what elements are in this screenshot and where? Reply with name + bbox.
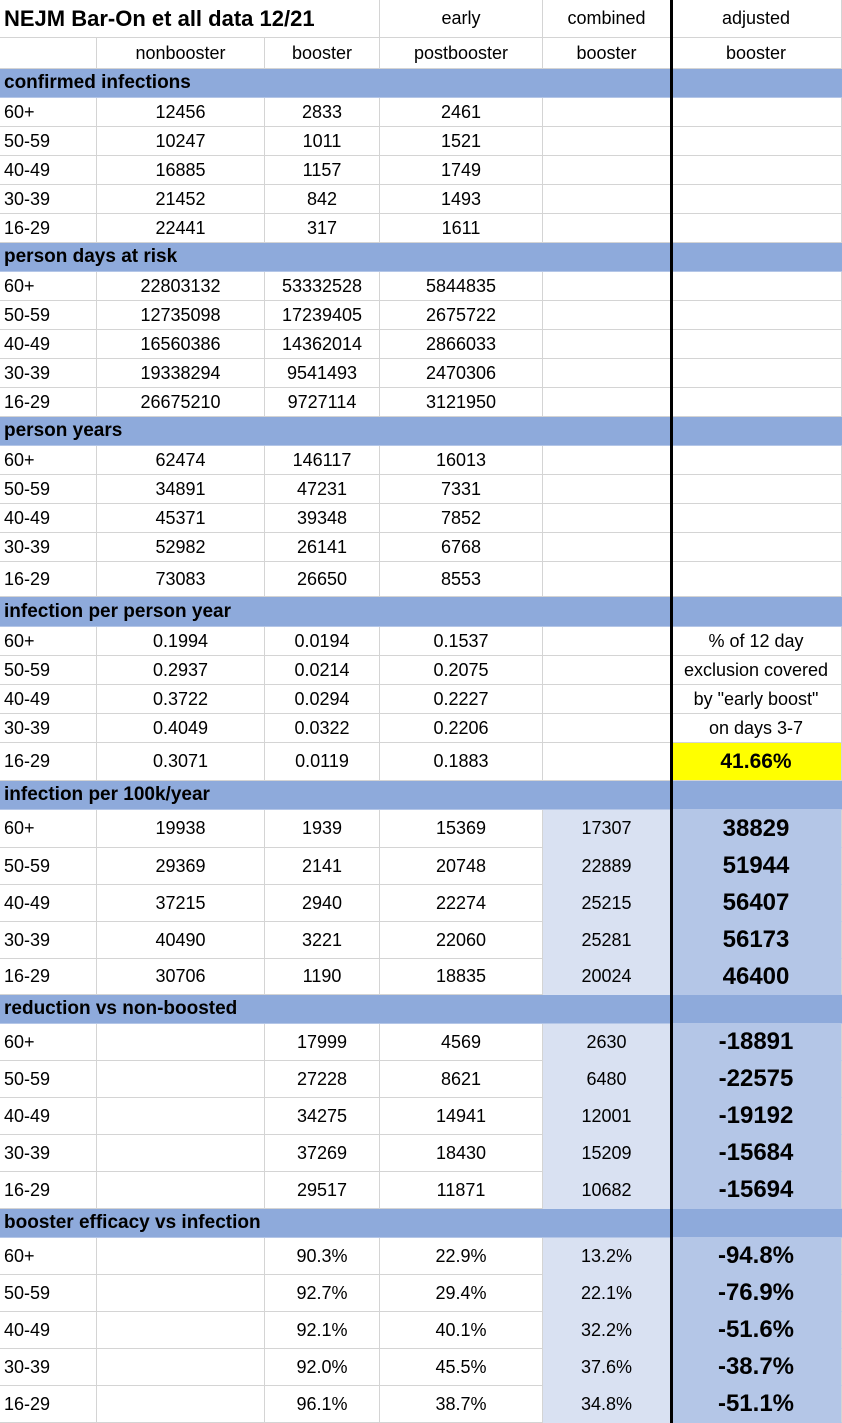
value-cell[interactable]: 842 [265, 185, 380, 214]
age-group-cell[interactable]: 16-29 [0, 743, 97, 781]
table-row [0, 301, 842, 330]
value-cell[interactable]: 0.0194 [265, 627, 380, 656]
value-cell[interactable]: 51944 [671, 848, 842, 885]
value-cell[interactable]: 22441 [97, 214, 265, 243]
value-cell[interactable]: 26141 [265, 533, 380, 562]
value-cell[interactable] [543, 627, 671, 656]
section-title[interactable]: infection per person year [0, 597, 671, 627]
value-cell[interactable] [671, 446, 842, 475]
value-cell[interactable] [671, 330, 842, 359]
value-cell[interactable] [543, 685, 671, 714]
value-cell[interactable]: 27228 [265, 1061, 380, 1098]
value-cell[interactable]: 22.9% [380, 1238, 543, 1275]
value-cell[interactable]: 12456 [97, 98, 265, 127]
value-cell[interactable]: 1011 [265, 127, 380, 156]
value-cell[interactable]: 37269 [265, 1135, 380, 1172]
value-cell[interactable]: 22274 [380, 885, 543, 922]
header-bottom-5[interactable]: booster [671, 38, 842, 69]
age-group-cell[interactable]: 40-49 [0, 504, 97, 533]
section-header-row [0, 781, 842, 810]
value-cell[interactable] [543, 562, 671, 597]
age-group-cell[interactable]: 50-59 [0, 127, 97, 156]
value-cell[interactable]: 2833 [265, 98, 380, 127]
table-row [0, 959, 842, 995]
value-cell[interactable]: exclusion covered [671, 656, 842, 685]
value-cell[interactable]: 5844835 [380, 272, 543, 301]
section-title[interactable]: booster efficacy vs infection [0, 1209, 671, 1238]
table-row [0, 1349, 842, 1386]
value-cell[interactable] [97, 1238, 265, 1275]
section-header-row [0, 995, 842, 1024]
value-cell[interactable]: 1521 [380, 127, 543, 156]
value-cell[interactable]: 1157 [265, 156, 380, 185]
table-row [0, 504, 842, 533]
value-cell[interactable] [543, 156, 671, 185]
value-cell[interactable]: 2630 [543, 1024, 671, 1061]
value-cell[interactable]: 1493 [380, 185, 543, 214]
value-cell[interactable]: 7331 [380, 475, 543, 504]
table-row [0, 848, 842, 885]
value-cell[interactable]: 96.1% [265, 1386, 380, 1423]
value-cell[interactable]: -22575 [671, 1061, 842, 1098]
value-cell[interactable]: 45.5% [380, 1349, 543, 1386]
section-header-adjusted[interactable] [671, 781, 842, 810]
header-bottom-1[interactable]: nonbooster [97, 38, 265, 69]
value-cell[interactable] [543, 98, 671, 127]
table-row [0, 156, 842, 185]
value-cell[interactable] [543, 214, 671, 243]
value-cell[interactable]: 0.2937 [97, 656, 265, 685]
value-cell[interactable]: 22803132 [97, 272, 265, 301]
value-cell[interactable]: % of 12 day [671, 627, 842, 656]
value-cell[interactable]: 7852 [380, 504, 543, 533]
value-cell[interactable]: 41.66% [671, 743, 842, 781]
section-title[interactable]: infection per 100k/year [0, 781, 671, 810]
value-cell[interactable] [97, 1312, 265, 1349]
value-cell[interactable]: -18891 [671, 1024, 842, 1061]
value-cell[interactable] [97, 1098, 265, 1135]
value-cell[interactable]: 92.7% [265, 1275, 380, 1312]
value-cell[interactable]: -15694 [671, 1172, 842, 1209]
table-row [0, 1275, 842, 1312]
value-cell[interactable]: 0.4049 [97, 714, 265, 743]
value-cell[interactable]: 22.1% [543, 1275, 671, 1312]
value-cell[interactable]: 0.2227 [380, 685, 543, 714]
section-header-adjusted[interactable] [671, 69, 842, 98]
value-cell[interactable]: 32.2% [543, 1312, 671, 1349]
value-cell[interactable]: 25215 [543, 885, 671, 922]
value-cell[interactable] [671, 504, 842, 533]
section-title[interactable]: person years [0, 417, 671, 446]
value-cell[interactable]: 2675722 [380, 301, 543, 330]
value-cell[interactable]: 4569 [380, 1024, 543, 1061]
age-group-cell[interactable]: 50-59 [0, 1275, 97, 1312]
value-cell[interactable] [671, 388, 842, 417]
age-group-cell[interactable]: 60+ [0, 627, 97, 656]
value-cell[interactable]: 13.2% [543, 1238, 671, 1275]
value-cell[interactable]: 30706 [97, 959, 265, 995]
age-group-cell[interactable]: 50-59 [0, 848, 97, 885]
value-cell[interactable]: 25281 [543, 922, 671, 959]
section-header-adjusted[interactable] [671, 417, 842, 446]
value-cell[interactable]: -51.1% [671, 1386, 842, 1423]
table-row [0, 446, 842, 475]
value-cell[interactable]: 12735098 [97, 301, 265, 330]
header-row-bottom [0, 38, 842, 69]
age-group-cell[interactable]: 50-59 [0, 1061, 97, 1098]
table-row [0, 214, 842, 243]
value-cell[interactable] [543, 301, 671, 330]
age-group-cell[interactable]: 16-29 [0, 388, 97, 417]
value-cell[interactable] [97, 1386, 265, 1423]
table-row [0, 743, 842, 781]
value-cell[interactable] [671, 156, 842, 185]
value-cell[interactable]: 47231 [265, 475, 380, 504]
value-cell[interactable]: 34891 [97, 475, 265, 504]
value-cell[interactable]: 37215 [97, 885, 265, 922]
value-cell[interactable]: 1611 [380, 214, 543, 243]
age-group-cell[interactable]: 50-59 [0, 301, 97, 330]
value-cell[interactable]: 2940 [265, 885, 380, 922]
value-cell[interactable]: 56407 [671, 885, 842, 922]
header-bottom-0[interactable] [0, 38, 97, 69]
age-group-cell[interactable]: 30-39 [0, 1349, 97, 1386]
value-cell[interactable]: 1749 [380, 156, 543, 185]
age-group-cell[interactable]: 30-39 [0, 1135, 97, 1172]
value-cell[interactable] [671, 214, 842, 243]
value-cell[interactable] [543, 475, 671, 504]
value-cell[interactable]: 0.3722 [97, 685, 265, 714]
value-cell[interactable] [543, 743, 671, 781]
table-row [0, 533, 842, 562]
value-cell[interactable]: 0.0294 [265, 685, 380, 714]
age-group-cell[interactable]: 60+ [0, 98, 97, 127]
sheet-title[interactable]: NEJM Bar-On et all data 12/21 [0, 0, 265, 38]
value-cell[interactable]: 0.2075 [380, 656, 543, 685]
age-group-cell[interactable]: 40-49 [0, 1312, 97, 1349]
table-row [0, 1135, 842, 1172]
value-cell[interactable] [97, 1275, 265, 1312]
value-cell[interactable]: 22889 [543, 848, 671, 885]
table-row [0, 127, 842, 156]
age-group-cell[interactable]: 30-39 [0, 359, 97, 388]
value-cell[interactable] [543, 127, 671, 156]
value-cell[interactable] [543, 714, 671, 743]
value-cell[interactable] [543, 656, 671, 685]
table-row [0, 1238, 842, 1275]
value-cell[interactable]: 0.1883 [380, 743, 543, 781]
value-cell[interactable]: 18835 [380, 959, 543, 995]
table-row [0, 562, 842, 597]
value-cell[interactable] [671, 185, 842, 214]
value-cell[interactable]: 0.0322 [265, 714, 380, 743]
value-cell[interactable] [671, 127, 842, 156]
value-cell[interactable]: 9727114 [265, 388, 380, 417]
value-cell[interactable]: 17239405 [265, 301, 380, 330]
table-row [0, 359, 842, 388]
table-row [0, 185, 842, 214]
section-header-row [0, 243, 842, 272]
column-divider [670, 0, 673, 1423]
value-cell[interactable]: 1190 [265, 959, 380, 995]
value-cell[interactable]: 6480 [543, 1061, 671, 1098]
value-cell[interactable]: 62474 [97, 446, 265, 475]
value-cell[interactable]: -38.7% [671, 1349, 842, 1386]
value-cell[interactable]: 0.0119 [265, 743, 380, 781]
value-cell[interactable]: 90.3% [265, 1238, 380, 1275]
value-cell[interactable]: 8553 [380, 562, 543, 597]
value-cell[interactable]: 29369 [97, 848, 265, 885]
table-row [0, 1098, 842, 1135]
age-group-cell[interactable]: 16-29 [0, 1386, 97, 1423]
header-top-3[interactable]: early [380, 0, 543, 38]
table-row [0, 272, 842, 301]
value-cell[interactable] [543, 330, 671, 359]
value-cell[interactable]: 56173 [671, 922, 842, 959]
age-group-cell[interactable]: 30-39 [0, 185, 97, 214]
value-cell[interactable]: 2866033 [380, 330, 543, 359]
value-cell[interactable]: 15369 [380, 810, 543, 848]
value-cell[interactable] [543, 359, 671, 388]
header-bottom-2[interactable]: booster [265, 38, 380, 69]
value-cell[interactable] [671, 533, 842, 562]
value-cell[interactable]: 0.1994 [97, 627, 265, 656]
value-cell[interactable]: 16013 [380, 446, 543, 475]
age-group-cell[interactable]: 16-29 [0, 562, 97, 597]
section-header-row [0, 417, 842, 446]
value-cell[interactable]: 317 [265, 214, 380, 243]
value-cell[interactable]: -15684 [671, 1135, 842, 1172]
value-cell[interactable]: 73083 [97, 562, 265, 597]
value-cell[interactable]: 16885 [97, 156, 265, 185]
age-group-cell[interactable]: 40-49 [0, 885, 97, 922]
value-cell[interactable] [543, 388, 671, 417]
value-cell[interactable]: 3221 [265, 922, 380, 959]
value-cell[interactable]: 52982 [97, 533, 265, 562]
value-cell[interactable]: 8621 [380, 1061, 543, 1098]
value-cell[interactable]: 15209 [543, 1135, 671, 1172]
value-cell[interactable]: 26675210 [97, 388, 265, 417]
table-row [0, 1386, 842, 1423]
value-cell[interactable] [543, 533, 671, 562]
value-cell[interactable]: 18430 [380, 1135, 543, 1172]
table-row [0, 1312, 842, 1349]
value-cell[interactable]: 38.7% [380, 1386, 543, 1423]
table-row [0, 922, 842, 959]
section-title[interactable]: person days at risk [0, 243, 671, 272]
value-cell[interactable]: 20024 [543, 959, 671, 995]
table-row [0, 388, 842, 417]
section-header-adjusted[interactable] [671, 1209, 842, 1238]
value-cell[interactable]: 19938 [97, 810, 265, 848]
value-cell[interactable]: 29.4% [380, 1275, 543, 1312]
value-cell[interactable] [97, 1024, 265, 1061]
value-cell[interactable]: by "early boost" [671, 685, 842, 714]
value-cell[interactable]: 37.6% [543, 1349, 671, 1386]
value-cell[interactable]: 1939 [265, 810, 380, 848]
header-row-top [0, 0, 842, 38]
value-cell[interactable]: 39348 [265, 504, 380, 533]
value-cell[interactable]: -19192 [671, 1098, 842, 1135]
section-header-row [0, 597, 842, 627]
section-title[interactable]: reduction vs non-boosted [0, 995, 671, 1024]
age-group-cell[interactable]: 60+ [0, 446, 97, 475]
value-cell[interactable]: 34.8% [543, 1386, 671, 1423]
value-cell[interactable]: 3121950 [380, 388, 543, 417]
value-cell[interactable]: 0.3071 [97, 743, 265, 781]
value-cell[interactable]: 38829 [671, 810, 842, 848]
age-group-cell[interactable]: 40-49 [0, 330, 97, 359]
value-cell[interactable]: 20748 [380, 848, 543, 885]
value-cell[interactable]: 46400 [671, 959, 842, 995]
value-cell[interactable] [543, 446, 671, 475]
value-cell[interactable]: 92.0% [265, 1349, 380, 1386]
value-cell[interactable]: 17999 [265, 1024, 380, 1061]
value-cell[interactable]: 16560386 [97, 330, 265, 359]
value-cell[interactable]: 22060 [380, 922, 543, 959]
value-cell[interactable] [671, 272, 842, 301]
value-cell[interactable] [97, 1349, 265, 1386]
value-cell[interactable]: 14941 [380, 1098, 543, 1135]
header-bottom-3[interactable]: postbooster [380, 38, 543, 69]
age-group-cell[interactable]: 60+ [0, 810, 97, 848]
value-cell[interactable]: 10247 [97, 127, 265, 156]
value-cell[interactable] [671, 475, 842, 504]
value-cell[interactable]: 17307 [543, 810, 671, 848]
value-cell[interactable] [671, 562, 842, 597]
table-row [0, 1172, 842, 1209]
section-title[interactable]: confirmed infections [0, 69, 671, 98]
table-row [0, 685, 842, 714]
age-group-cell[interactable]: 50-59 [0, 475, 97, 504]
section-header-row [0, 69, 842, 98]
age-group-cell[interactable]: 60+ [0, 1238, 97, 1275]
value-cell[interactable] [97, 1061, 265, 1098]
table-row [0, 810, 842, 848]
value-cell[interactable]: 0.2206 [380, 714, 543, 743]
value-cell[interactable]: 21452 [97, 185, 265, 214]
value-cell[interactable]: 92.1% [265, 1312, 380, 1349]
value-cell[interactable]: 6768 [380, 533, 543, 562]
value-cell[interactable] [671, 301, 842, 330]
table-row [0, 627, 842, 656]
value-cell[interactable]: 53332528 [265, 272, 380, 301]
age-group-cell[interactable]: 60+ [0, 272, 97, 301]
age-group-cell[interactable]: 16-29 [0, 959, 97, 995]
value-cell[interactable]: 10682 [543, 1172, 671, 1209]
value-cell[interactable]: 14362014 [265, 330, 380, 359]
age-group-cell[interactable]: 16-29 [0, 214, 97, 243]
value-cell[interactable]: 2141 [265, 848, 380, 885]
age-group-cell[interactable]: 30-39 [0, 533, 97, 562]
age-group-cell[interactable]: 50-59 [0, 656, 97, 685]
table-row [0, 98, 842, 127]
age-group-cell[interactable]: 60+ [0, 1024, 97, 1061]
value-cell[interactable]: -94.8% [671, 1238, 842, 1275]
value-cell[interactable]: -51.6% [671, 1312, 842, 1349]
value-cell[interactable] [97, 1135, 265, 1172]
value-cell[interactable]: 2470306 [380, 359, 543, 388]
header-bottom-4[interactable]: booster [543, 38, 671, 69]
table-row [0, 714, 842, 743]
value-cell[interactable] [543, 185, 671, 214]
header-top-4[interactable]: combined [543, 0, 671, 38]
value-cell[interactable] [97, 1172, 265, 1209]
section-header-adjusted[interactable] [671, 995, 842, 1024]
section-header-row [0, 1209, 842, 1238]
value-cell[interactable]: 34275 [265, 1098, 380, 1135]
age-group-cell[interactable]: 40-49 [0, 156, 97, 185]
value-cell[interactable]: 45371 [97, 504, 265, 533]
value-cell[interactable]: 0.1537 [380, 627, 543, 656]
section-header-adjusted[interactable] [671, 243, 842, 272]
value-cell[interactable]: 2461 [380, 98, 543, 127]
value-cell[interactable]: 19338294 [97, 359, 265, 388]
value-cell[interactable]: 12001 [543, 1098, 671, 1135]
section-header-adjusted[interactable] [671, 597, 842, 627]
value-cell[interactable]: 9541493 [265, 359, 380, 388]
table-row [0, 885, 842, 922]
age-group-cell[interactable]: 16-29 [0, 1172, 97, 1209]
value-cell[interactable]: -76.9% [671, 1275, 842, 1312]
age-group-cell[interactable]: 30-39 [0, 922, 97, 959]
table-row [0, 330, 842, 359]
value-cell[interactable] [543, 272, 671, 301]
value-cell[interactable]: 29517 [265, 1172, 380, 1209]
value-cell[interactable] [671, 98, 842, 127]
value-cell[interactable]: on days 3-7 [671, 714, 842, 743]
value-cell[interactable] [543, 504, 671, 533]
value-cell[interactable]: 40490 [97, 922, 265, 959]
value-cell[interactable]: 0.0214 [265, 656, 380, 685]
header-top-5[interactable]: adjusted [671, 0, 842, 38]
age-group-cell[interactable]: 40-49 [0, 685, 97, 714]
header-top-2[interactable] [265, 0, 380, 38]
age-group-cell[interactable]: 40-49 [0, 1098, 97, 1135]
value-cell[interactable] [671, 359, 842, 388]
table-row [0, 1024, 842, 1061]
value-cell[interactable]: 26650 [265, 562, 380, 597]
value-cell[interactable]: 146117 [265, 446, 380, 475]
table-row [0, 656, 842, 685]
value-cell[interactable]: 11871 [380, 1172, 543, 1209]
age-group-cell[interactable]: 30-39 [0, 714, 97, 743]
value-cell[interactable]: 40.1% [380, 1312, 543, 1349]
table-row [0, 475, 842, 504]
table-row [0, 1061, 842, 1098]
